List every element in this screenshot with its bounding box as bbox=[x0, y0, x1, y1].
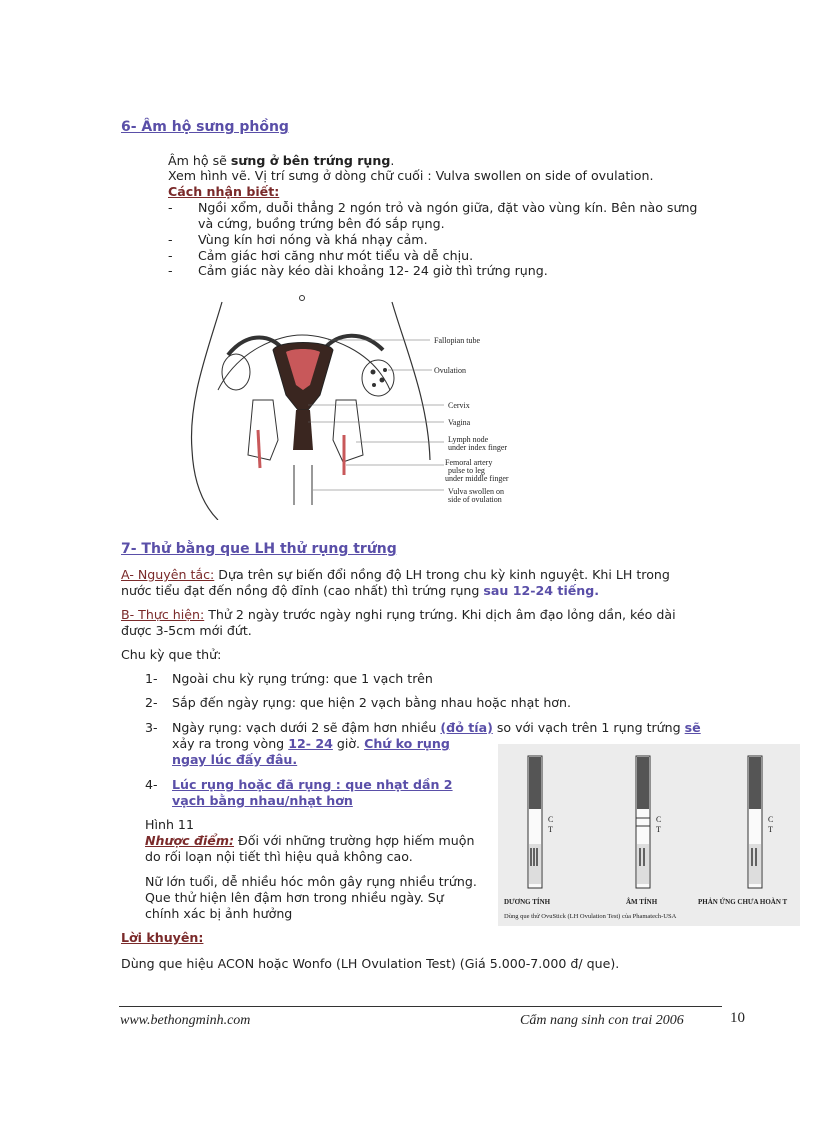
principle-line-1 bbox=[121, 567, 670, 583]
strip-3-c-label: C bbox=[768, 815, 774, 824]
bullet-text: Cảm giác này kéo dài khoảng 12- 24 giờ thì trứng rụng. bbox=[198, 263, 548, 278]
weakness-line-1 bbox=[145, 833, 474, 849]
advice-title: Lời khuyên: bbox=[121, 930, 204, 945]
list-item-2 bbox=[145, 695, 571, 711]
item-number: 1- bbox=[145, 671, 158, 686]
note-line-2: Que thử hiện lên đậm hơn trong nhiều ngày. Sự bbox=[145, 890, 444, 905]
label-cervix: Cervix bbox=[448, 401, 470, 410]
text: Đối với những trường hợp hiếm muộn bbox=[234, 833, 475, 848]
label-lymph-node: Lymph node bbox=[448, 435, 489, 444]
anatomy-diagram bbox=[178, 290, 538, 520]
dash: - bbox=[168, 263, 173, 278]
section-6-line-1 bbox=[168, 153, 394, 169]
bullet-3 bbox=[168, 248, 473, 264]
note-line-1: Nữ lớn tuổi, dễ nhiều hóc môn gây rụng nhiều trứng. bbox=[145, 874, 477, 889]
highlight-text: (đỏ tía) bbox=[440, 720, 493, 735]
bullet-2 bbox=[168, 232, 428, 248]
caption-negative: ÂM TÍNH bbox=[626, 898, 658, 906]
vagina bbox=[293, 410, 313, 450]
list-item-3 bbox=[145, 720, 701, 736]
label-lymph-node-2: under index finger bbox=[448, 443, 508, 452]
item-text: Sắp đến ngày rụng: que hiện 2 vạch bằng nhau hoặc nhạt hơn. bbox=[172, 695, 571, 710]
list-item-3-cont-2: ngay lúc đấy đâu. bbox=[172, 752, 298, 767]
item-text: Ngoài chu kỳ rụng trứng: que 1 vạch trên bbox=[172, 671, 433, 686]
strip-1-t-label: T bbox=[548, 825, 553, 834]
bullet-text: Cảm giác hơi căng như mót tiểu và dễ chịu. bbox=[198, 248, 474, 263]
left-artery bbox=[258, 430, 260, 468]
caption-incomplete: PHẢN ỨNG CHƯA HOÀN T bbox=[698, 898, 788, 906]
highlight-text: Lúc rụng hoặc đã rụng : que nhạt dần 2 bbox=[172, 777, 453, 792]
strip-2-c-label: C bbox=[656, 815, 662, 824]
right-ovary bbox=[362, 360, 394, 396]
follicle bbox=[371, 370, 376, 375]
footer-site: www.bethongminh.com bbox=[120, 1013, 251, 1028]
strip-3-t-label: T bbox=[768, 825, 773, 834]
figure-label: Hình 11 bbox=[145, 817, 194, 832]
bullet-text: Ngồi xổm, duỗi thẳng 2 ngón trỏ và ngón giữa, đặt vào vùng kín. Bên nào sưng bbox=[198, 200, 698, 215]
practice-label: B- Thực hiện: bbox=[121, 607, 205, 622]
bullet-4 bbox=[168, 263, 548, 279]
list-item-3-cont bbox=[172, 736, 450, 752]
body-outline-left bbox=[191, 302, 222, 520]
text: Ngày rụng: vạch dưới 2 sẽ đậm hơn nhiều bbox=[172, 720, 441, 735]
bullet-text: Vùng kín hơi nóng và khá nhạy cảm. bbox=[198, 232, 428, 247]
left-ovary bbox=[222, 354, 250, 390]
text: . bbox=[390, 153, 395, 168]
dash: - bbox=[168, 200, 173, 215]
text: Dựa trên sự biến đổi nồng độ LH trong chu kỳ kinh nguyệt. Khi LH trong bbox=[214, 567, 670, 582]
body-outline-right bbox=[392, 302, 430, 460]
note-line-3: chính xác bị ảnh hưởng bbox=[145, 906, 293, 921]
weakness-line-2: do rối loạn nội tiết thì hiệu quả không cao. bbox=[145, 849, 413, 864]
label-fallopian-tube: Fallopian tube bbox=[434, 336, 480, 345]
test-strips-image bbox=[498, 744, 800, 926]
bold-text: sau 12-24 tiếng. bbox=[483, 583, 600, 598]
highlight-text: 12- 24 bbox=[288, 736, 333, 751]
highlight-text: sẽ bbox=[684, 720, 701, 735]
list-item-1 bbox=[145, 671, 433, 687]
footer-divider bbox=[119, 1006, 722, 1007]
image-credit: Dùng que thử OvuStick (LH Ovulation Test) của Phamatech-USA bbox=[504, 913, 677, 920]
text: xảy ra trong vòng bbox=[172, 736, 289, 751]
principle-label: A- Nguyên tắc: bbox=[121, 567, 215, 582]
bold-text: sưng ở bên trứng rụng bbox=[230, 153, 391, 168]
principle-line-2 bbox=[121, 583, 599, 599]
right-fallopian-tube bbox=[323, 336, 383, 350]
item-number: 3- bbox=[145, 720, 158, 735]
bullet-1-cont: và cứng, buồng trứng bên đó sắp rụng. bbox=[198, 216, 445, 231]
recognize-title: Cách nhận biết: bbox=[168, 184, 280, 199]
weakness-label: Nhược điểm: bbox=[145, 833, 235, 848]
advice-text: Dùng que hiệu ACON hoặc Wonfo (LH Ovulation Test) (Giá 5.000-7.000 đ/ que). bbox=[121, 956, 620, 971]
practice-line-1 bbox=[121, 607, 676, 623]
item-number: 4- bbox=[145, 777, 158, 792]
section-7-heading: 7- Thử bằng que LH thử rụng trứng bbox=[121, 541, 397, 557]
list-item-4-cont: vạch bằng nhau/nhạt hơn bbox=[172, 793, 353, 808]
section-6-line-2: Xem hình vẽ. Vị trí sưng ở dòng chữ cuối : Vulva swollen on side of ovulation. bbox=[168, 168, 654, 183]
highlight-text: Chứ ko rụng bbox=[364, 736, 450, 751]
section-6-heading: 6- Âm hộ sưng phồng bbox=[121, 119, 289, 135]
text: so với vạch trên 1 rụng trứng bbox=[492, 720, 685, 735]
item-number: 2- bbox=[145, 695, 158, 710]
legs-divider bbox=[294, 465, 312, 505]
label-femoral-artery-3: under middle finger bbox=[445, 474, 509, 483]
footer-book: Cẩm nang sinh con trai 2006 bbox=[520, 1013, 684, 1028]
strip-1-c-label: C bbox=[548, 815, 554, 824]
follicle bbox=[380, 378, 385, 383]
bullet-1 bbox=[168, 200, 697, 216]
caption-positive: DƯƠNG TÍNH bbox=[504, 898, 551, 906]
list-item-4 bbox=[145, 777, 453, 793]
label-vulva-2: side of ovulation bbox=[448, 495, 502, 504]
dash: - bbox=[168, 248, 173, 263]
text: nước tiểu đạt đến nồng độ đỉnh (cao nhất) thì trứng rụng bbox=[121, 583, 484, 598]
label-vagina: Vagina bbox=[448, 418, 471, 427]
dash: - bbox=[168, 232, 173, 247]
follicle bbox=[383, 368, 387, 372]
page-number: 10 bbox=[730, 1010, 745, 1026]
navel-icon bbox=[300, 296, 305, 301]
label-ovulation: Ovulation bbox=[434, 366, 466, 375]
text: Âm hộ sẽ bbox=[168, 153, 231, 168]
text: giờ. bbox=[332, 736, 365, 751]
text: Thử 2 ngày trước ngày nghi rụng trứng. Khi dịch âm đạo lỏng dần, kéo dài bbox=[204, 607, 676, 622]
label-femoral-artery: Femoral artery bbox=[445, 458, 493, 467]
cycle-title: Chu kỳ que thử: bbox=[121, 647, 222, 662]
left-hand bbox=[248, 400, 278, 460]
practice-line-2: được 3-5cm mới đứt. bbox=[121, 623, 252, 638]
strip-2-t-label: T bbox=[656, 825, 661, 834]
label-vulva: Vulva swollen on bbox=[448, 487, 504, 496]
right-hand bbox=[333, 400, 363, 462]
label-femoral-artery-2: pulse to leg bbox=[448, 466, 485, 475]
follicle bbox=[372, 383, 376, 387]
